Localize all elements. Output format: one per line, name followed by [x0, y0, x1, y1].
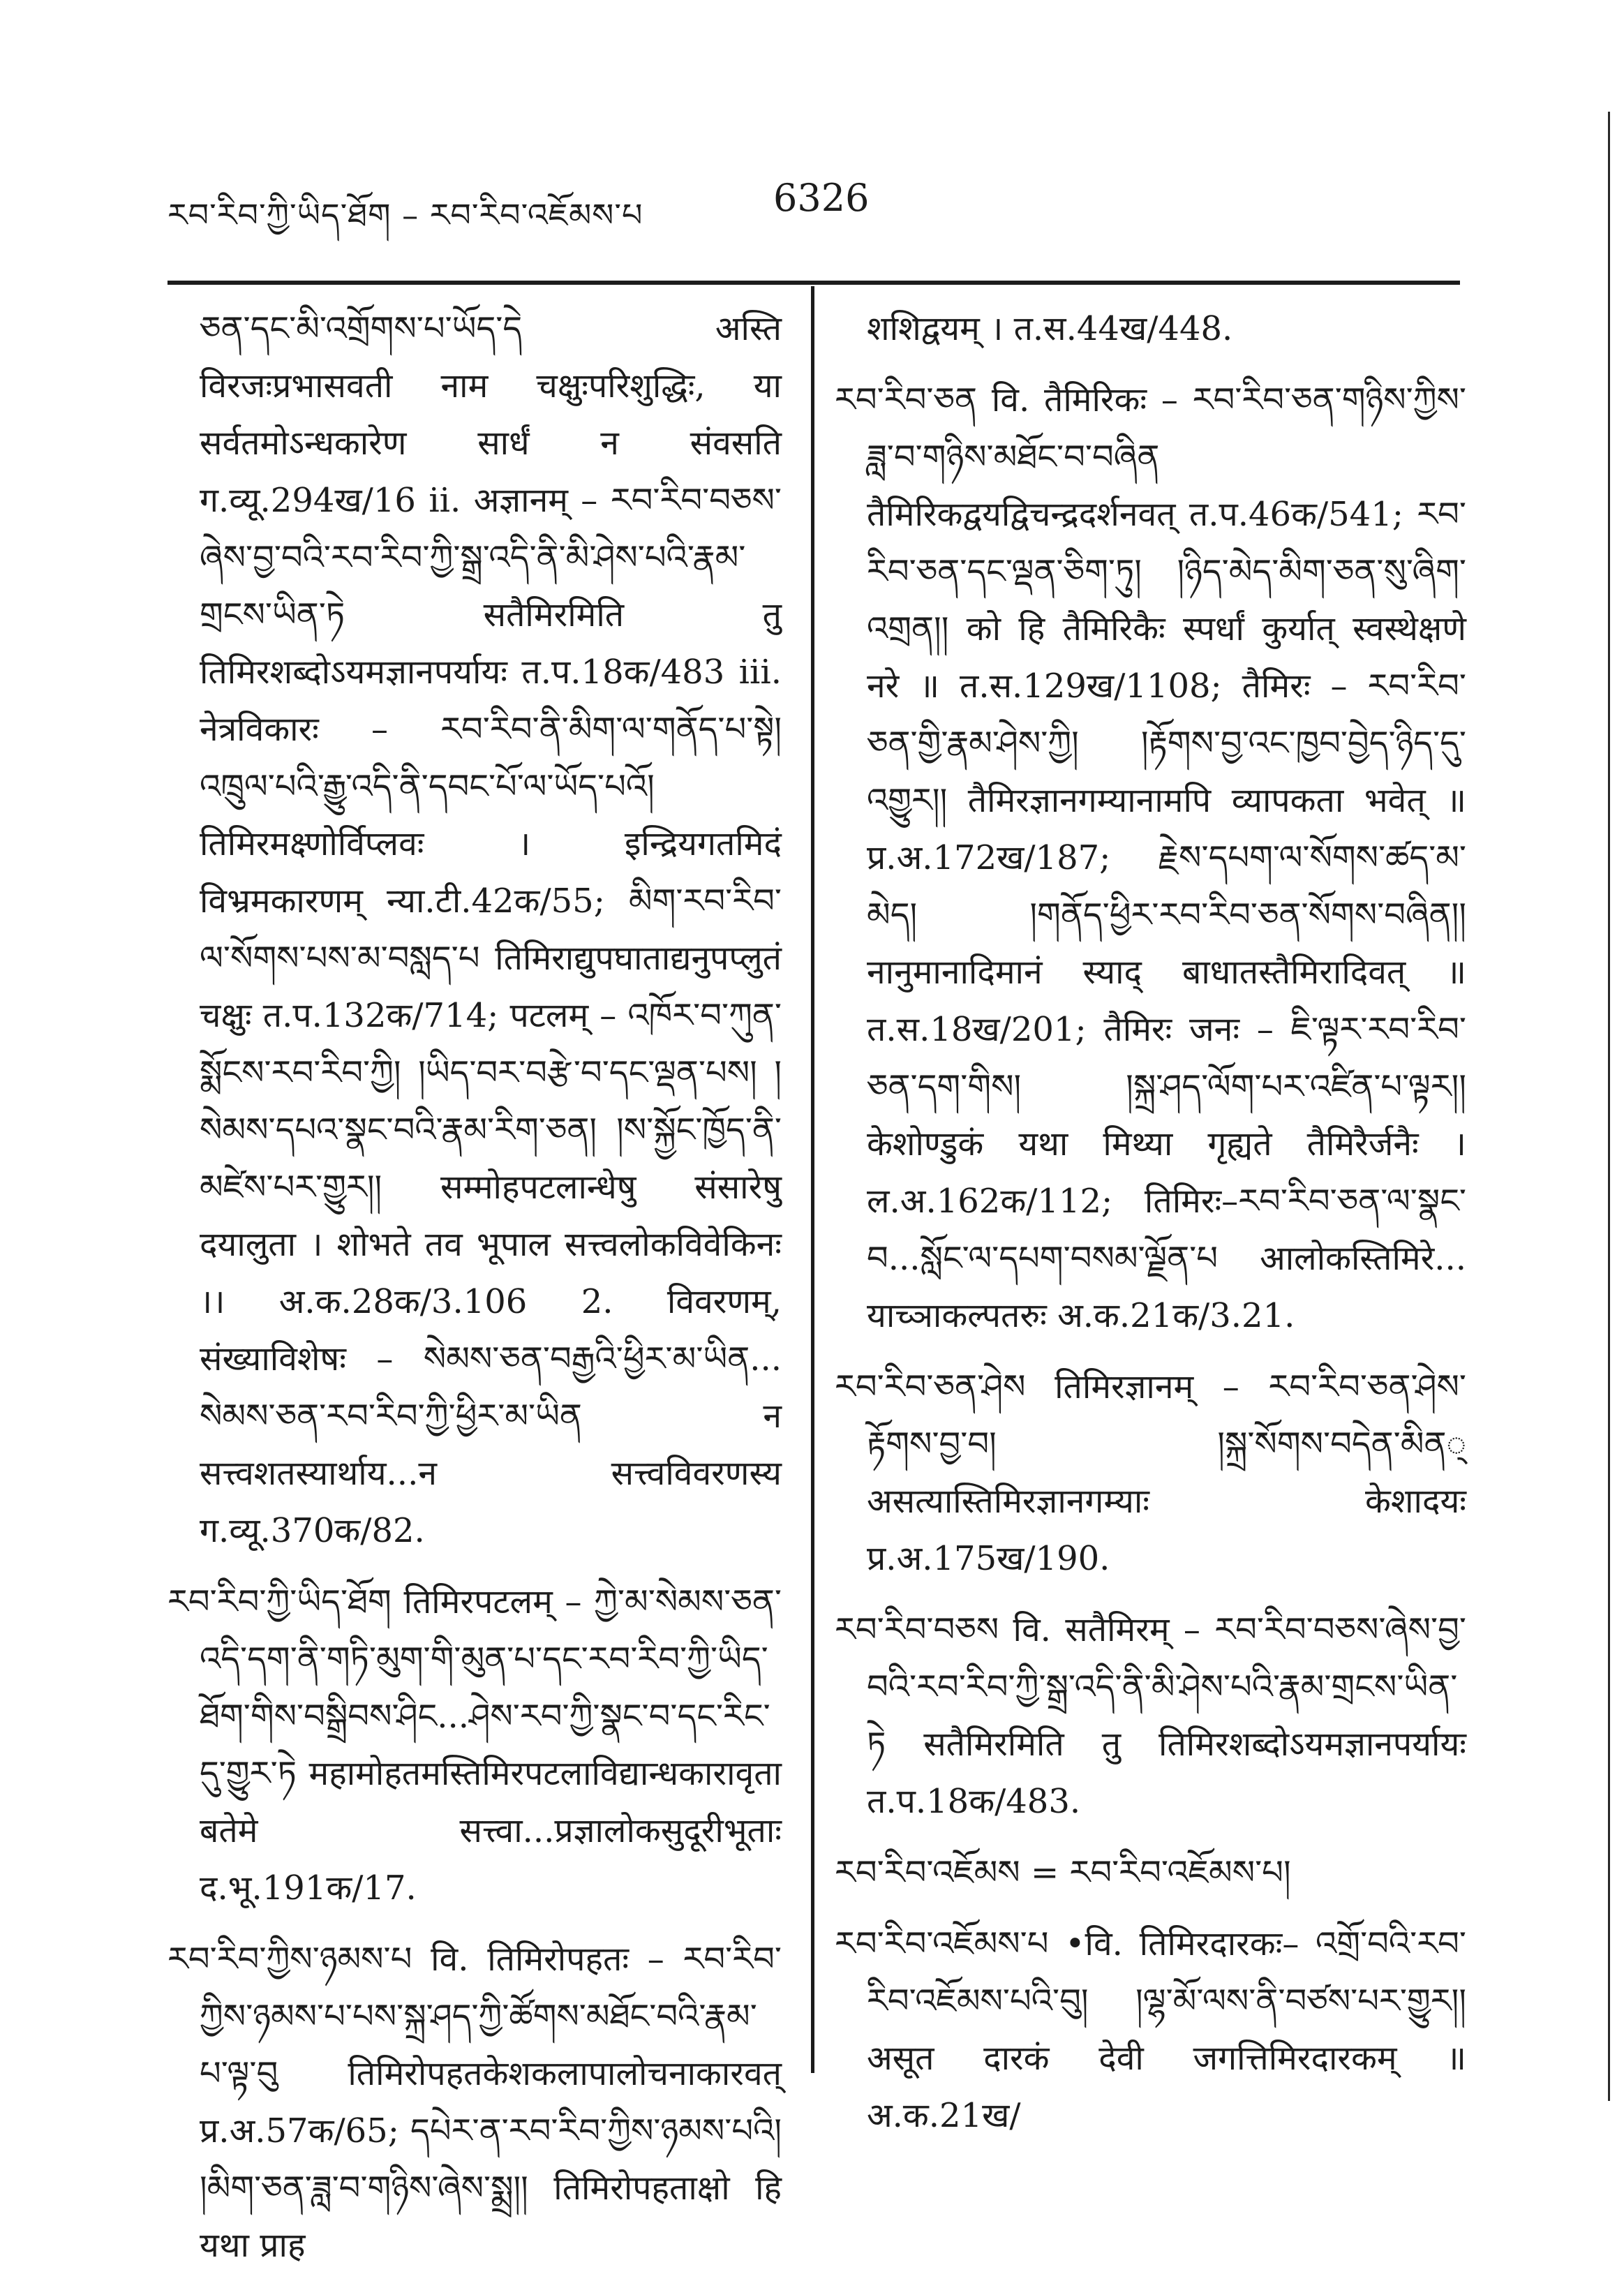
page-number: 6326 [773, 176, 870, 220]
dictionary-entry: ཅན་དང་མི་འགྲོགས་པ་ཡོད་དེ अस्ति विरजःप्रभासवती नाम चक्षुःपरिशुद्धिः, या सर्वतमोऽन्धकारेण सार्धं न संवसति ग.व्यू.294ख/16 ii. अज्ञानम् – རབ་རིབ་བཅས་ཞེས་བྱ་བའི་རབ་རིབ་ཀྱི་སྒྲ་འདི་ནི་མི་ཤེས་པའི་རྣམ་གྲངས་ཡིན་ཏེ सतैमिरमिति तु तिमिरशब्दोऽयमज्ञानपर्यायः त.प.18क/483 iii. नेत्रविकारः – རབ་རིབ་ནི་མིག་ལ་གནོད་པ་སྟེ། འཁྲུལ་པའི་རྒྱུ་འདི་ནི་དབང་པོ་ལ་ཡོད་པའོ། तिमिरमक्ष्णोर्विप्लवः । इन्द्रियगतमिदं विभ्रमकारणम् न्या.टी.42क/55; མིག་རབ་རིབ་ལ་སོགས་པས་མ་བསླད་པ तिमिराद्युपघाताद्यनुपप्लुतं चक्षुः त.प.132क/714; पटलम् – འཁོར་བ་ཀུན་སྨོངས་རབ་རིབ་ཀྱི། །ཡིད་བར་བརྩེ་བ་དང་ལྡན་པས། །སེམས་དཔའ་སྣང་བའི་རྣམ་རིག་ཅན། །ས་སྐྱོང་ཁྱོད་ནི་མཛེས་པར་གྱུར།། सम्मोहपटलान्धेषु संसारेषु दयालुता । शोभते तव भूपाल सत्त्वलोकविवेकिनः ।। अ.क.28क/3.106 2. विवरणम्, संख्याविशेषः – སེམས་ཅན་བརྒྱའི་ཕྱིར་མ་ཡིན... སེམས་ཅན་རབ་རིབ་ཀྱི་ཕྱིར་མ་ཡིན न सत्त्वशतस्यार्थाय...न सत्त्वविवरणस्य ग.व्यू.370क/82. [200, 309, 782, 1550]
scan-edge-line [1608, 112, 1610, 2101]
dictionary-entry: རབ་རིབ་ཅན वि. तैमिरिकः – རབ་རིབ་ཅན་གཉིས་ཀྱིས་ཟླ་བ་གཉིས་མཐོང་བ་བཞིན तैमिरिकद्वयद्विचन्द्रदर्शनवत् त.प.46क/541; རབ་རིབ་ཅན་དང་ལྡན་ཅིག་ཏུ། །ཉིད་མེད་མིག་ཅན་སུ་ཞིག་འགྲན།། को हि तैमिरिकैः स्पर्धां कुर्यात् स्वस्थेक्षणे नरे ॥ त.स.129ख/1108; तैमिरः – རབ་རིབ་ཅན་གྱི་རྣམ་ཤེས་ཀྱི། །རྟོགས་བྱ་འང་ཁྱབ་བྱེད་ཉིད་དུ་འགྱུར།། तैमिरज्ञानगम्यानामपि व्यापकता भवेत् ॥ प्र.अ.172ख/187; རྗེས་དཔག་ལ་སོགས་ཚད་མ་མེད། །གནོད་ཕྱིར་རབ་རིབ་ཅན་སོགས་བཞིན།། नानुमानादिमानं स्याद् बाधातस्तैमिरादिवत् ॥ त.स.18ख/201; तैमिरः जनः – ཇི་ལྟར་རབ་རིབ་ཅན་དག་གིས། །སྐྲ་ཤད་ལོག་པར་འཛིན་པ་ལྟར།། केशोण्डुकं यथा मिथ्या गृह्यते तैमिरैर्जनैः । ल.अ.162क/112; तिमिरः–རབ་རིབ་ཅན་ལ་སྣང་བ...སློང་ལ་དཔག་བསམ་ལྗོན་པ आलोकस्तिमिरे... याच्ञाकल्पतरुः अ.क.21क/3.21. [835, 380, 1466, 1335]
dictionary-entry: རབ་རིབ་ཀྱི་ཡིད་ཐོག तिमिरपटलम् – ཀྱེ་མ་སེམས་ཅན་འདི་དག་ནི་གཏི་མུག་གི་མུན་པ་དང་རབ་རིབ་ཀྱི་ཡིད་ཐོག་གིས་བསྒྲིབས་ཤིང...ཤེས་རབ་ཀྱི་སྣང་བ་དང་རིང་དུ་གྱུར་ཏེ महामोहतमस्तिमिरपटलाविद्यान्धकारावृता बतेमे सत्त्वा...प्रज्ञालोकसुदूरीभूताः द.भू.191क/17. [167, 1582, 782, 1908]
header-rule [167, 281, 1460, 285]
dictionary-entry: རབ་རིབ་ཅན་ཤེས तिमिरज्ञानम् – རབ་རིབ་ཅན་ཤེས་རྟོགས་བྱ་བ། །སྐྲ་སོགས་བདེན་མིན् असत्यास्तिमिरज्ञानगम्याः केशादयः प्र.अ.175ख/190. [835, 1367, 1466, 1578]
dictionary-entry: རབ་རིབ་འཇོམས་པ •वि. तिमिरदारकः– འགྲོ་བའི་རབ་རིབ་འཇོམས་པའི་བུ། །ལྷ་མོ་ལས་ནི་བཙས་པར་གྱུར།། असूत दारकं देवी जगत्तिमिरदारकम् ॥ अ.क.21ख/ [835, 1924, 1466, 2135]
running-header: རབ་རིབ་ཀྱི་ཡིད་ཐོག – རབ་རིབ་འཇོམས་པ [167, 196, 643, 234]
dictionary-entry: རབ་རིབ་བཅས वि. सतैमिरम् – རབ་རིབ་བཅས་ཞེས་བྱ་བའི་རབ་རིབ་ཀྱི་སྒྲ་འདི་ནི་མི་ཤེས་པའི་རྣམ་གྲངས་ཡིན་ཏེ सतैमिरमिति तु तिमिरशब्दोऽयमज्ञानपर्यायः त.प.18क/483. [835, 1610, 1466, 1821]
left-column [167, 300, 782, 2288]
dictionary-entry: རབ་རིབ་འཇོམས = རབ་རིབ་འཇོམས་པ། [835, 1853, 1291, 1892]
column-divider [811, 286, 814, 2073]
dictionary-entry: རབ་རིབ་ཀྱིས་ཉམས་པ वि. तिमिरोपहतः – རབ་རིབ་ཀྱིས་ཉམས་པ་པས་སྐྲ་ཤད་ཀྱི་ཚོགས་མཐོང་བའི་རྣམ་པ་ལྟ་བུ तिमिरोपहतकेशकलापालोचनाकारवत् प्र.अ.57क/65; དཔེར་ན་རབ་རིབ་ཀྱིས་ཉམས་པའི། །མིག་ཅན་ཟླ་བ་གཉིས་ཞེས་སྨྲ།། तिमिरोपहताक्षो हि यथा प्राह [167, 1940, 782, 2265]
right-column [835, 300, 1466, 2158]
dictionary-entry: शशिद्वयम् । त.स.44ख/448. [867, 309, 1233, 348]
